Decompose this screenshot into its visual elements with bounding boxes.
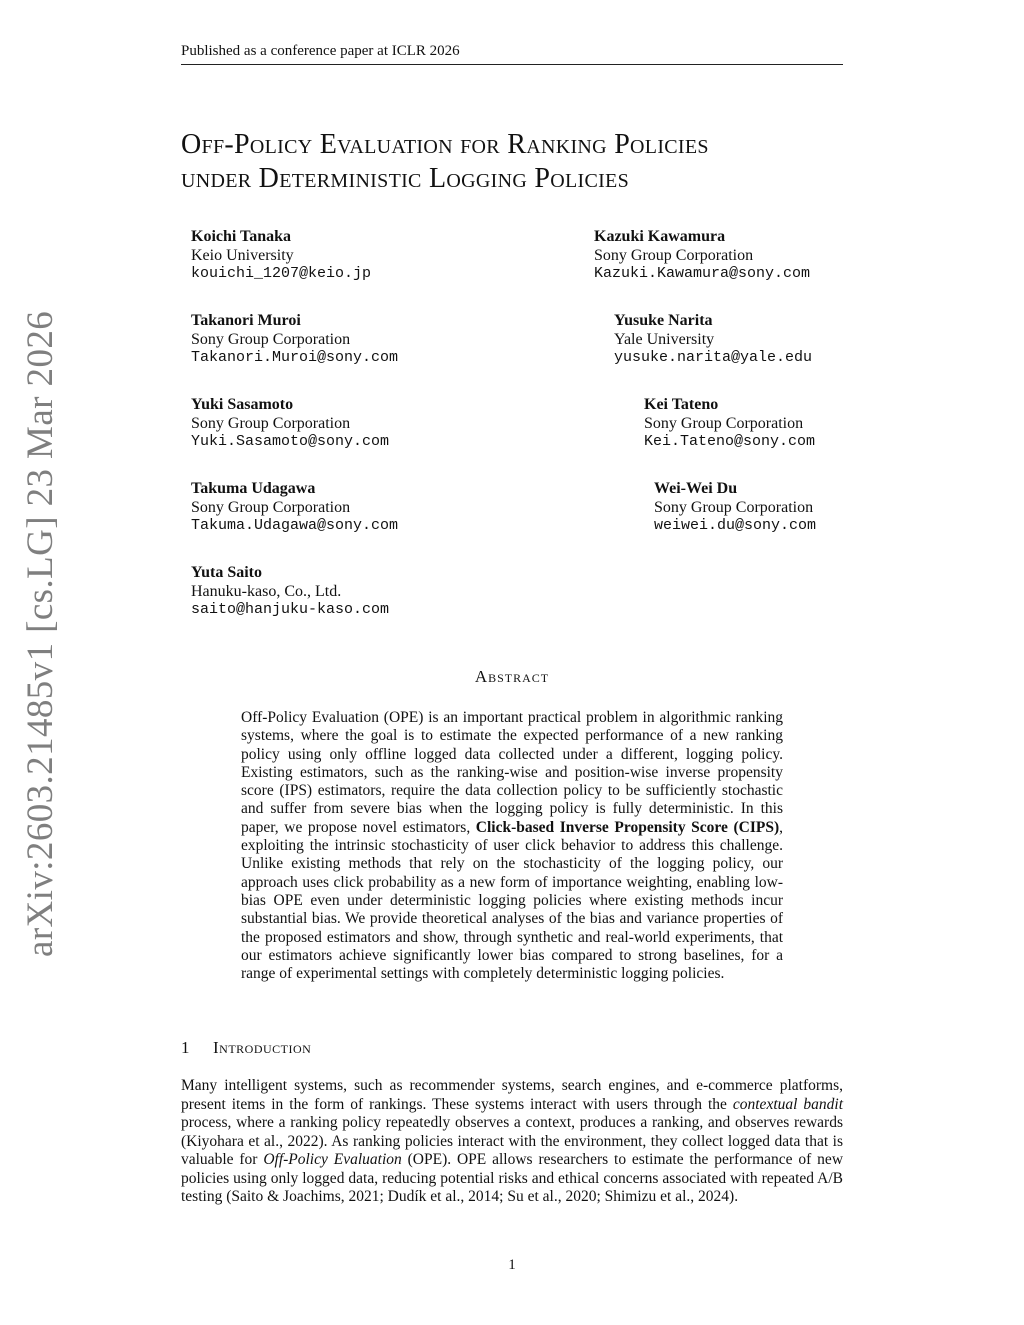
author-affiliation: Sony Group Corporation	[594, 246, 754, 264]
author-block	[654, 480, 816, 536]
author-block	[191, 564, 389, 620]
author-name: Yuki Sasamoto	[191, 396, 294, 413]
author-name: Yusuke Narita	[614, 312, 713, 329]
author-email: Takanori.Muroi@sony.com	[191, 349, 399, 366]
title-line-1: Off-Policy Evaluation for Ranking Policies	[181, 129, 709, 160]
abstract-body	[241, 709, 783, 983]
intro-text: process, where a ranking policy repeatedly observes a context, produces a ranking, and observes rewards (Kiyohara et al., 2022). As ranking policies interact with the environment, they collect logged data that is valuable for	[181, 1114, 843, 1168]
author-block	[614, 312, 812, 368]
intro-italic-term: Off-Policy Evaluation	[263, 1151, 402, 1168]
abstract-heading: Abstract	[474, 667, 550, 686]
author-affiliation: Sony Group Corporation	[191, 330, 351, 348]
author-affiliation: Sony Group Corporation	[191, 498, 351, 516]
author-email: Kei.Tateno@sony.com	[644, 433, 816, 450]
author-email: kouichi_1207@keio.jp	[191, 265, 372, 282]
author-block	[644, 396, 815, 452]
author-affiliation: Sony Group Corporation	[644, 414, 804, 432]
author-name: Koichi Tanaka	[191, 228, 292, 245]
author-affiliation: Sony Group Corporation	[191, 414, 351, 432]
author-email: Yuki.Sasamoto@sony.com	[191, 433, 390, 450]
paper-title	[181, 128, 881, 196]
title-line-2: under Deterministic Logging Policies	[181, 163, 629, 194]
author-email: saito@hanjuku-kaso.com	[191, 601, 390, 618]
abstract-text: , exploiting the intrinsic stochasticity of user click behavior to address this challenge. Unlike existing methods that rely on the stochasticity of the logging policy, our approach uses click probability as a new form of importance weighting, enabling low-bias OPE even under deterministic logging policies where existing methods incur substantial bias. We provide theoretical analyses of the bias and variance properties of the proposed estimators and show, through synthetic and real-world experiments, that our estimators achieve significantly lower bias compared to strong baselines, for a range of experimental settings with completely deterministic logging policies.	[241, 818, 784, 983]
author-block	[191, 228, 371, 284]
abstract-text: Off-Policy Evaluation (OPE) is an important practical problem in algorithmic ranking systems, where the goal is to estimate the expected performance of a new ranking policy using only offline logged data collected under a different, logging policy. Existing estimators, such as the ranking-wise and position-wise inverse propensity score (IPS) estimators, require the data collection policy to be sufficiently stochastic and suffer from severe bias when the logging policy is fully deterministic. In this paper, we propose novel estimators,	[241, 709, 783, 836]
author-affiliation: Yale University	[614, 330, 715, 348]
arxiv-identifier: arXiv:2603.21485v1 [cs.LG] 23 Mar 2026	[20, 310, 61, 957]
intro-italic-term: contextual bandit	[732, 1095, 844, 1113]
section-number: 1	[181, 1038, 190, 1057]
section-title: Introduction	[213, 1038, 312, 1057]
intro-text: (OPE). OPE allows researchers to estimate the performance of new policies using only logged data, reducing potential risks and ethical concerns associated with repeated A/B testing (Saito & Joachims, 2021; Dudík et al., 2014; Su et al., 2020; Shimizu et al., 2024).	[181, 1151, 844, 1205]
author-name: Kazuki Kawamura	[594, 228, 726, 245]
author-name: Takanori Muroi	[191, 312, 301, 329]
author-affiliation: Keio University	[191, 246, 294, 264]
author-affiliation: Sony Group Corporation	[654, 498, 814, 516]
introduction-paragraph	[181, 1077, 843, 1207]
page-number: 1	[508, 1257, 516, 1273]
author-email: Kazuki.Kawamura@sony.com	[594, 265, 811, 282]
author-email: Takuma.Udagawa@sony.com	[191, 517, 399, 534]
author-name: Kei Tateno	[644, 396, 719, 413]
author-name: Yuta Saito	[191, 564, 262, 581]
author-email: yusuke.narita@yale.edu	[614, 349, 813, 366]
abstract-bold-term: Click-based Inverse Propensity Score (CIPS)	[475, 818, 780, 836]
author-block	[191, 312, 398, 368]
author-block	[191, 480, 398, 536]
author-affiliation: Hanuku-kaso, Co., Ltd.	[191, 582, 342, 600]
section-heading	[181, 1038, 311, 1058]
intro-text: Many intelligent systems, such as recommender systems, search engines, and e-commerce platforms, present items in the form of rankings. These systems interact with users through the	[181, 1077, 843, 1113]
author-block	[191, 396, 389, 452]
author-name: Takuma Udagawa	[191, 480, 316, 497]
author-email: weiwei.du@sony.com	[654, 517, 817, 534]
running-header: Published as a conference paper at ICLR 2026	[181, 42, 843, 65]
author-block	[594, 228, 810, 284]
author-name: Wei-Wei Du	[654, 480, 738, 497]
